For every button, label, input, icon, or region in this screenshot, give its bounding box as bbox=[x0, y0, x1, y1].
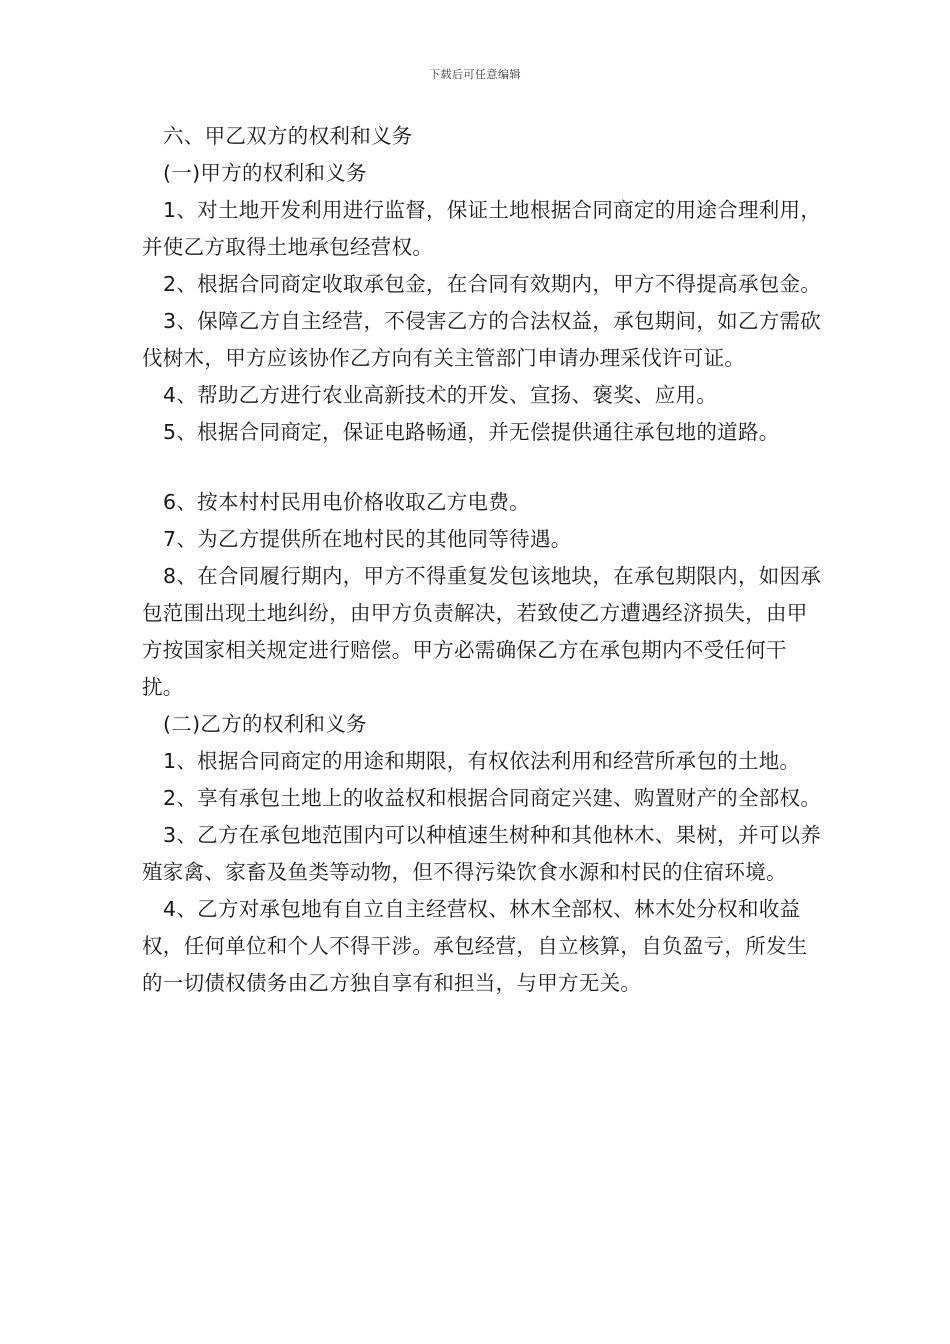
clause-paragraph: 8、在合同履行期内，甲方不得重复发包该地块，在承包期限内，如因承包范围出现土地纠纷，由甲方负责解决，若致使乙方遭遇经济损失，由甲方按国家相关规定进行赔偿。甲方必需确保乙方在承包期内不受任何干扰。 bbox=[142, 564, 822, 699]
clause-paragraph: 3、乙方在承包地范围内可以种植速生树种和其他林木、果树，并可以养殖家禽、家畜及鱼类等动物，但不得污染饮食水源和村民的住宿环境。 bbox=[142, 823, 822, 884]
clause-paragraph: 6、按本村村民用电价格收取乙方电费。 bbox=[163, 490, 530, 514]
clause-paragraph: 1、对土地开发利用进行监督，保证土地根据合同商定的用途合理利用，并使乙方取得土地承包经营权。 bbox=[142, 198, 822, 259]
clause-paragraph: 7、为乙方提供所在地村民的其他同等待遇。 bbox=[163, 527, 572, 551]
subsection-heading: (二)乙方的权利和义务 bbox=[163, 712, 367, 736]
subsection-heading: (一)甲方的权利和义务 bbox=[163, 161, 367, 185]
document-body bbox=[142, 118, 822, 1002]
section-heading: 六、甲乙双方的权利和义务 bbox=[163, 124, 413, 148]
clause-paragraph: 5、根据合同商定，保证电路畅通，并无偿提供通往承包地的道路。 bbox=[163, 420, 780, 444]
clause-paragraph: 4、帮助乙方进行农业高新技术的开发、宣扬、褒奖、应用。 bbox=[163, 383, 718, 407]
clause-paragraph: 3、保障乙方自主经营，不侵害乙方的合法权益，承包期间，如乙方需砍伐树木，甲方应该协作乙方向有关主管部门申请办理采伐许可证。 bbox=[142, 309, 822, 370]
clause-paragraph: 2、享有承包土地上的收益权和根据合同商定兴建、购置财产的全部权。 bbox=[163, 786, 822, 810]
clause-paragraph: 1、根据合同商定的用途和期限，有权依法利用和经营所承包的土地。 bbox=[163, 749, 801, 773]
clause-paragraph: 2、根据合同商定收取承包金，在合同有效期内，甲方不得提高承包金。 bbox=[163, 272, 822, 296]
page-header-note: 下载后可任意编辑 bbox=[429, 68, 521, 81]
paragraph-gap bbox=[142, 451, 822, 484]
clause-paragraph: 4、乙方对承包地有自立自主经营权、林木全部权、林木处分权和收益权，任何单位和个人不得干涉。承包经营，自立核算，自负盈亏，所发生的一切债权债务由乙方独自享有和担当，与甲方无关。 bbox=[142, 897, 808, 995]
